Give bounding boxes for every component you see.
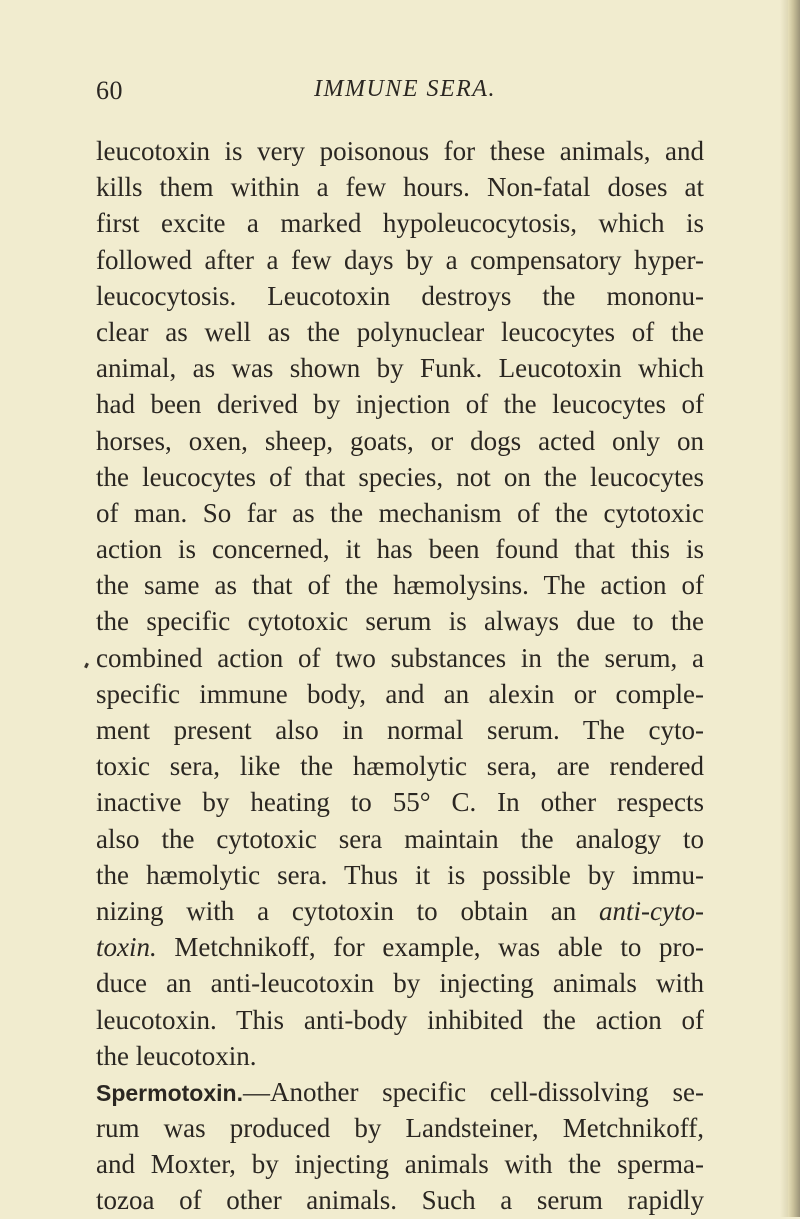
ink-speck	[84, 663, 89, 669]
section-heading: Spermotoxin.	[96, 1079, 243, 1106]
text-line: the specific cytotoxic serum is always due to the	[96, 606, 704, 637]
text-line: leucotoxin is very poisonous for these animals, and	[96, 136, 704, 166]
text-line: followed after a few days by a compensatory hyper-	[96, 244, 704, 275]
text-line: the same as that of the hæmolysins. The action of	[96, 570, 704, 601]
text-line: duce an anti-leucotoxin by injecting animals with	[96, 968, 704, 999]
text-line-start: nizing with a cytotoxin to obtain an	[96, 895, 577, 926]
text-line	[96, 929, 704, 965]
page-edge	[788, 0, 800, 1217]
text-line: toxic sera, like the hæmolytic sera, are rendered	[96, 751, 704, 782]
text-line: animal, as was shown by Funk. Leucotoxin which	[96, 353, 704, 384]
text-line: kills them within a few hours. Non-fatal doses at	[96, 172, 704, 203]
text-line: had been derived by injection of the leucocytes of	[96, 389, 704, 420]
body-text	[96, 133, 704, 1219]
text-line: leucotoxin. This anti-body inhibited the action of	[96, 1004, 704, 1035]
text-line: tozoa of other animals. Such a serum rapidly	[96, 1185, 704, 1216]
text-line: first excite a marked hypoleucocytosis, which is	[96, 208, 704, 239]
italic-term: anti-cyto-	[599, 895, 705, 926]
text-line: and Moxter, by injecting animals with the sperma-	[96, 1149, 704, 1180]
text-line: rum was produced by Landsteiner, Metchnikoff,	[96, 1113, 704, 1144]
text-line: also the cytotoxic sera maintain the analogy to	[96, 823, 704, 854]
text-line: the leucocytes of that species, not on the leucocytes	[96, 461, 704, 492]
page-number: 60	[96, 76, 123, 105]
text-line: inactive by heating to 55° C. In other respects	[96, 787, 704, 818]
page-shadow	[780, 0, 788, 1217]
section-line-rest: —Another specific cell-dissolving se-	[242, 1076, 704, 1107]
text-line: specific immune body, and an alexin or comple-	[96, 678, 704, 709]
section-first-line	[96, 1074, 704, 1110]
text-line: clear as well as the polynuclear leucocytes of the	[96, 316, 704, 347]
text-line-end: Metchnikoff, for example, was able to pro-	[174, 932, 705, 963]
running-head: IMMUNE SERA.	[314, 76, 496, 102]
text-line: of man. So far as the mechanism of the cytotoxic	[96, 497, 704, 528]
text-line: combined action of two substances in the serum, a	[96, 642, 704, 673]
text-line: leucocytosis. Leucotoxin destroys the mononu-	[96, 280, 704, 311]
italic-term: toxin.	[96, 932, 157, 963]
text-line: the hæmolytic sera. Thus it is possible by immu-	[96, 859, 704, 890]
paragraph-end-line: the leucotoxin.	[96, 1040, 257, 1071]
text-line: ment present also in normal serum. The cyto-	[96, 715, 704, 745]
page-header	[96, 76, 712, 112]
text-line: horses, oxen, sheep, goats, or dogs acted only on	[96, 425, 704, 456]
text-line	[96, 893, 704, 929]
text-line: action is concerned, it has been found that this is	[96, 534, 704, 565]
